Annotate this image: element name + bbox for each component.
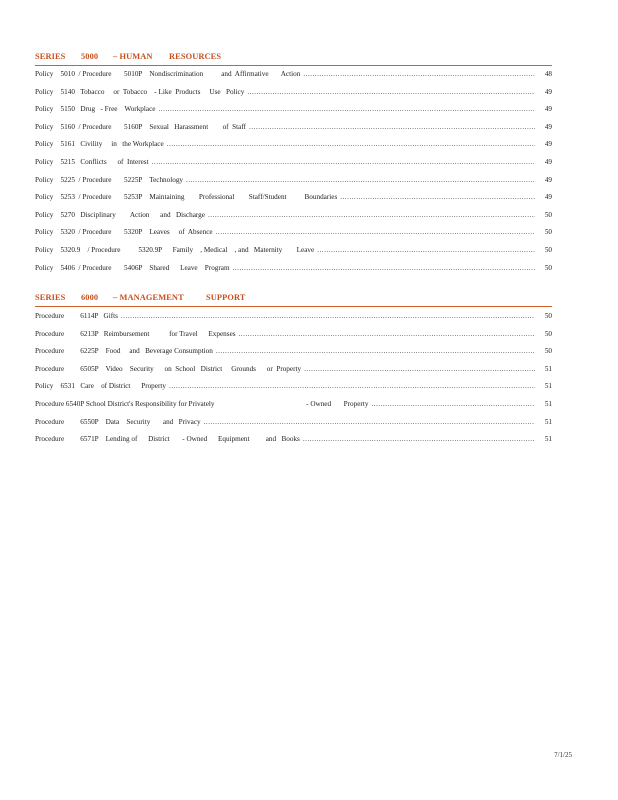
entry-title: Policy 5010 / Procedure 5010P Nondiscrimination and Affirmative Action bbox=[35, 70, 301, 78]
toc-entry[interactable] bbox=[35, 365, 552, 383]
entry-title: Policy 5320 / Procedure 5320P Leaves of Absence bbox=[35, 228, 213, 237]
toc-entry[interactable] bbox=[35, 347, 552, 365]
entry-title: Procedure 6114P Gifts bbox=[35, 312, 118, 320]
toc-entry[interactable] bbox=[35, 312, 552, 330]
leader-dots bbox=[303, 435, 535, 443]
leader-dots bbox=[186, 176, 535, 184]
page-number: 49 bbox=[544, 122, 552, 131]
entry-title: Procedure 6213P Reimbursement for Travel Expenses bbox=[35, 329, 236, 338]
leader-dots bbox=[216, 228, 535, 236]
entry-title: Policy 5140 Tobacco or Tobacco - Like Products Use Policy bbox=[35, 87, 245, 96]
toc-entry[interactable] bbox=[35, 400, 552, 418]
toc-entry[interactable] bbox=[35, 105, 552, 123]
page-number: 49 bbox=[544, 105, 552, 114]
leader-dots bbox=[317, 246, 535, 254]
toc-entry[interactable] bbox=[35, 88, 552, 106]
heading-word: – MANAGEMENT bbox=[113, 293, 184, 302]
toc-entry[interactable] bbox=[35, 418, 552, 436]
toc-list-5000 bbox=[35, 70, 552, 281]
heading-word: 5000 bbox=[81, 52, 99, 61]
toc-list-6000 bbox=[35, 312, 552, 453]
leader-dots bbox=[216, 347, 535, 355]
page-number: 49 bbox=[544, 193, 552, 202]
entry-title: Policy 5215 Conflicts of Interest bbox=[35, 157, 149, 166]
toc-entry[interactable] bbox=[35, 228, 552, 246]
toc-entry[interactable] bbox=[35, 246, 552, 264]
toc-entry[interactable] bbox=[35, 123, 552, 141]
leader-dots bbox=[340, 193, 535, 201]
entry-title: Policy 5160 / Procedure 5160P Sexual Harassment of Staff bbox=[35, 122, 247, 131]
leader-dots bbox=[247, 88, 535, 96]
page-number: 49 bbox=[544, 87, 552, 96]
leader-dots bbox=[371, 400, 535, 408]
page-number: 51 bbox=[544, 417, 552, 426]
heading-word: SUPPORT bbox=[206, 293, 246, 302]
page-number: 49 bbox=[544, 140, 552, 149]
entry-title: Procedure 6571P Lending of District - Owned Equipment and Books bbox=[35, 435, 300, 444]
page-number: 51 bbox=[544, 399, 552, 408]
heading-word: SERIES bbox=[35, 52, 66, 61]
page-number: 50 bbox=[544, 228, 552, 237]
entry-title: Policy 5161 Civility in the Workplace bbox=[35, 140, 164, 149]
leader-dots bbox=[158, 105, 535, 113]
leader-dots bbox=[167, 140, 535, 148]
leader-dots bbox=[121, 312, 535, 320]
page-number: 48 bbox=[544, 70, 552, 78]
toc-entry[interactable] bbox=[35, 140, 552, 158]
entry-title: Procedure 6505P Video Security on School District Grounds or Property bbox=[35, 364, 302, 373]
entry-title: Procedure 6540P School District's Responsibility for Privately - Owned Property bbox=[35, 399, 369, 408]
toc-entry[interactable] bbox=[35, 211, 552, 229]
page-number: 50 bbox=[544, 245, 552, 254]
toc-entry[interactable] bbox=[35, 193, 552, 211]
entry-title: Policy 5320.9 / Procedure 5320.9P Family , Medical , and Maternity Leave bbox=[35, 245, 315, 254]
entry-title: Procedure 6225P Food and Beverage Consumption bbox=[35, 347, 213, 356]
toc-entry[interactable] bbox=[35, 330, 552, 348]
section-heading-6000 bbox=[35, 293, 552, 307]
entry-title: Policy 5406 / Procedure 5406P Shared Leave Program bbox=[35, 263, 230, 272]
page-number: 49 bbox=[544, 157, 552, 166]
toc-entry[interactable] bbox=[35, 264, 552, 282]
leader-dots bbox=[304, 365, 535, 373]
page-number: 50 bbox=[544, 210, 552, 219]
entry-title: Policy 5270 Disciplinary Action and Discharge bbox=[35, 210, 205, 219]
entry-title: Policy 5253 / Procedure 5253P Maintaining Professional Staff/Student Boundaries bbox=[35, 193, 338, 202]
page-number: 50 bbox=[544, 347, 552, 356]
entry-title: Policy 6531 Care of District Property bbox=[35, 382, 166, 391]
section-heading-5000 bbox=[35, 52, 552, 66]
toc-entry[interactable] bbox=[35, 70, 552, 88]
heading-word: SERIES bbox=[35, 293, 66, 302]
page-number: 50 bbox=[544, 263, 552, 272]
entry-title: Policy 5225 / Procedure 5225P Technology bbox=[35, 175, 184, 184]
heading-word: RESOURCES bbox=[169, 52, 222, 61]
page-number: 51 bbox=[544, 435, 552, 444]
footer-date: 7/1/25 bbox=[554, 751, 572, 759]
page-number: 51 bbox=[544, 382, 552, 391]
leader-dots bbox=[249, 123, 535, 131]
toc-entry[interactable] bbox=[35, 158, 552, 176]
heading-word: – HUMAN bbox=[113, 52, 153, 61]
heading-word: 6000 bbox=[81, 293, 99, 302]
leader-dots bbox=[239, 330, 535, 338]
page-number: 50 bbox=[544, 329, 552, 338]
leader-dots bbox=[169, 382, 535, 390]
page-number: 50 bbox=[544, 312, 552, 320]
entry-title: Procedure 6550P Data Security and Privacy bbox=[35, 417, 201, 426]
page-number: 49 bbox=[544, 175, 552, 184]
leader-dots bbox=[152, 158, 535, 166]
toc-entry[interactable] bbox=[35, 435, 552, 453]
leader-dots bbox=[303, 70, 535, 78]
page-number: 51 bbox=[544, 364, 552, 373]
leader-dots bbox=[233, 264, 535, 272]
leader-dots bbox=[204, 418, 535, 426]
toc-entry[interactable] bbox=[35, 176, 552, 194]
leader-dots bbox=[208, 211, 535, 219]
toc-entry[interactable] bbox=[35, 382, 552, 400]
entry-title: Policy 5150 Drug - Free Workplace bbox=[35, 105, 156, 114]
